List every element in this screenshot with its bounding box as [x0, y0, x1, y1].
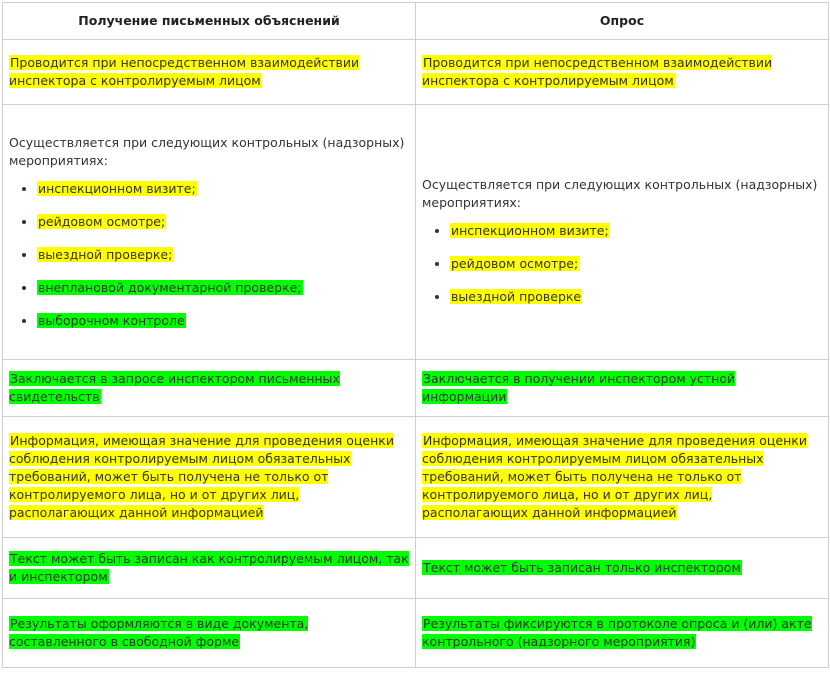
- table-row: [3, 538, 829, 599]
- list-item-text: внеплановой документарной проверке;: [38, 280, 302, 295]
- list-item: [450, 288, 822, 306]
- list-item: [450, 222, 822, 240]
- list-item-text: инспекционном визите;: [38, 181, 196, 196]
- list-item: [37, 312, 409, 330]
- highlighted-text: Заключается в получении инспектором устной информации: [422, 371, 736, 404]
- table-row: [3, 417, 829, 538]
- cell-intro-text: Осуществляется при следующих контрольных (надзорных) мероприятиях:: [9, 135, 405, 168]
- cell-left: [3, 417, 416, 538]
- cell-right: [416, 105, 829, 360]
- list-item: [37, 180, 409, 198]
- cell-right: [416, 360, 829, 417]
- event-list: [9, 180, 409, 330]
- highlighted-text: Информация, имеющая значение для проведения оценки соблюдения контролируемым лицом обязательных требований, может быть получена не только от контролируемого лица, но и от других лиц, располагающих данной информацией: [422, 433, 807, 520]
- cell-left: [3, 105, 416, 360]
- cell-right: [416, 40, 829, 105]
- list-item-text: рейдовом осмотре;: [38, 214, 166, 229]
- list-item: [450, 255, 822, 273]
- highlighted-text: Текст может быть записан как контролируемым лицом, так и инспектором: [9, 551, 409, 584]
- highlighted-text: Информация, имеющая значение для проведения оценки соблюдения контролируемым лицом обязательных требований, может быть получена не только от контролируемого лица, но и от других лиц, располагающих данной информацией: [9, 433, 394, 520]
- header-row: [3, 3, 829, 40]
- cell-right: [416, 538, 829, 599]
- highlighted-text: Результаты фиксируются в протоколе опроса и (или) акте контрольного (надзорного мероприятия): [422, 616, 812, 649]
- highlighted-text: Проводится при непосредственном взаимодействии инспектора с контролируемым лицом: [422, 55, 773, 88]
- highlighted-text: Заключается в запросе инспектором письменных свидетельств: [9, 371, 340, 404]
- table-row: [3, 360, 829, 417]
- list-item-text: выездной проверке: [451, 289, 582, 304]
- header-survey: Опрос: [416, 3, 829, 40]
- list-item-text: выездной проверке;: [38, 247, 173, 262]
- table-row: [3, 40, 829, 105]
- cell-left: [3, 599, 416, 668]
- cell-left: [3, 40, 416, 105]
- cell-left: [3, 538, 416, 599]
- cell-intro-text: Осуществляется при следующих контрольных (надзорных) мероприятиях:: [422, 177, 818, 210]
- list-item-text: инспекционном визите;: [451, 223, 609, 238]
- header-written-explanations: Получение письменных объяснений: [3, 3, 416, 40]
- list-item: [37, 246, 409, 264]
- cell-left: [3, 360, 416, 417]
- event-list: [422, 222, 822, 306]
- table-row: [3, 105, 829, 360]
- list-item: [37, 213, 409, 231]
- list-item: [37, 279, 409, 297]
- list-item-text: выборочном контроле: [38, 313, 185, 328]
- list-item-text: рейдовом осмотре;: [451, 256, 579, 271]
- highlighted-text: Текст может быть записан только инспектором: [423, 560, 741, 575]
- highlighted-text: Результаты оформляются в виде документа, составленного в свободной форме: [9, 616, 309, 649]
- comparison-table: [2, 2, 829, 668]
- cell-right: [416, 417, 829, 538]
- highlighted-text: Проводится при непосредственном взаимодействии инспектора с контролируемым лицом: [9, 55, 360, 88]
- cell-right: [416, 599, 829, 668]
- table-row: [3, 599, 829, 668]
